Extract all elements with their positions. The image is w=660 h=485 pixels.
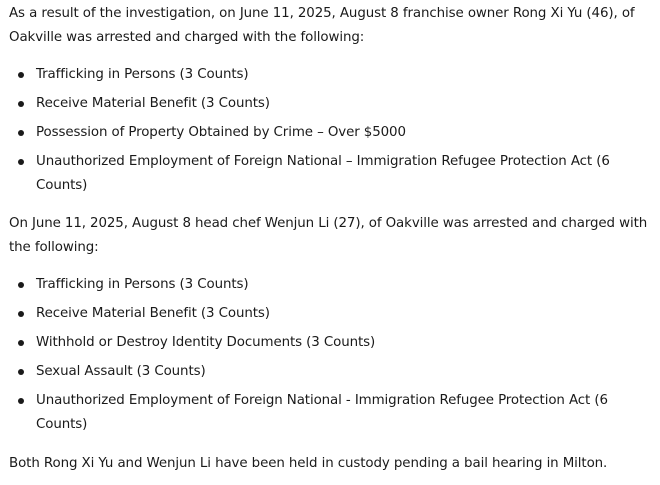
bullet-icon: [18, 282, 24, 288]
bullet-icon: [18, 159, 24, 165]
charge-text: Possession of Property Obtained by Crime – Over $5000: [36, 125, 406, 140]
charge-text: Trafficking in Persons (3 Counts): [36, 67, 249, 82]
intro-paragraph-wenjun-li: On June 11, 2025, August 8 head chef Wenjun Li (27), of Oakville was arrested and charged with the following:: [9, 216, 648, 255]
bullet-icon: [18, 101, 24, 107]
charge-text: Unauthorized Employment of Foreign National – Immigration Refugee Protection Act (6 Counts): [36, 154, 610, 193]
list-item: [0, 331, 648, 355]
list-item: [0, 273, 648, 297]
list-item: [0, 92, 648, 116]
custody-paragraph: Both Rong Xi Yu and Wenjun Li have been held in custody pending a bail hearing in Milton.: [9, 456, 608, 471]
charge-text: Unauthorized Employment of Foreign National - Immigration Refugee Protection Act (6 Counts): [36, 393, 608, 432]
charge-text: Trafficking in Persons (3 Counts): [36, 277, 249, 292]
bullet-icon: [18, 130, 24, 136]
bullet-icon: [18, 72, 24, 78]
list-item: [0, 121, 648, 145]
list-item: [0, 360, 648, 384]
charge-text: Receive Material Benefit (3 Counts): [36, 96, 270, 111]
list-item: [0, 63, 648, 87]
bullet-icon: [18, 369, 24, 375]
charges-list-rong-xi-yu: [0, 63, 648, 203]
bullet-icon: [18, 311, 24, 317]
list-item: [0, 302, 648, 326]
bullet-icon: [18, 340, 24, 346]
bullet-icon: [18, 398, 24, 404]
charge-text: Receive Material Benefit (3 Counts): [36, 306, 270, 321]
charge-text: Withhold or Destroy Identity Documents (3 Counts): [36, 335, 376, 350]
charges-list-wenjun-li: [0, 273, 648, 442]
charge-text: Sexual Assault (3 Counts): [36, 364, 206, 379]
list-item: [0, 389, 648, 437]
intro-paragraph-rong-xi-yu: As a result of the investigation, on June 11, 2025, August 8 franchise owner Rong Xi Yu (46), of Oakville was arrested and charged with the following:: [9, 6, 635, 45]
list-item: [0, 150, 648, 198]
